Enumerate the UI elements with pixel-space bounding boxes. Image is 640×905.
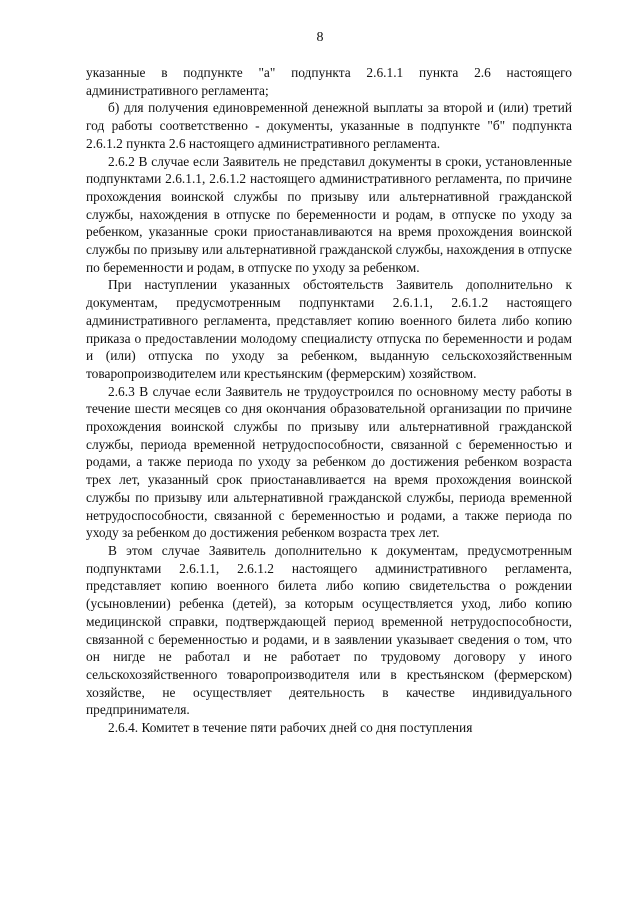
- paragraph-2-6-4: 2.6.4. Комитет в течение пяти рабочих дней со дня поступления: [108, 720, 473, 736]
- paragraph-item-b: б) для получения единовременной денежной выплаты за второй и (или) третий год работы соответственно - документы, указанные в подпункте "б" подпункта 2.6.1.2 пункта 2.6 настоящего административного регламента.: [86, 100, 572, 151]
- paragraph-continuation: указанные в подпункте "а" подпункта 2.6.1.1 пункта 2.6 настоящего административного регламента;: [86, 65, 572, 98]
- paragraph-this-case: В этом случае Заявитель дополнительно к документам, предусмотренным подпунктами 2.6.1.1, 2.6.1.2 настоящего административного регламента, представляет копию военного билета либо копию свидетельства о рождении (усыновлении) ребенка (детей), за которым осуществляется уход, либо копию медицинской справки, подтверждающей период временной нетрудоспособности, связанной с беременностью и родами, и в заявлении указывает сведения о том, что он нигде не работал и не работает по трудовому договору у иного сельскохозяйственного товаропроизводителя или в крестьянском (фермерском) хозяйстве, не осуществляет деятельность в качестве индивидуального предпринимателя.: [86, 542, 572, 718]
- paragraph-2-6-2: 2.6.2 В случае если Заявитель не представил документы в сроки, установленные подпунктами 2.6.1.1, 2.6.1.2 настоящего административного регламента, по причине прохождения воинской службы по призыву или альтернативной гражданской службы, нахождения в отпуске по беременности и родам, в отпуске по уходу за ребенком, указанные сроки приостанавливаются на время прохождения воинской службы по призыву или альтернативной гражданской службы, нахождения в отпуске по беременности и родам, в отпуске по уходу за ребенком.: [86, 153, 572, 275]
- paragraph-2-6-3: 2.6.3 В случае если Заявитель не трудоустроился по основному месту работы в течение шести месяцев со дня окончания образовательной организации по причине прохождения воинской службы по призыву или альтернативной гражданской службы, периода временной нетрудоспособности, связанной с беременностью и родами, а также периода по уходу за ребенком до достижения ребенком возраста трех лет, указанный срок приостанавливается на время прохождения воинской службы по призыву или альтернативной гражданской службы, периода временной нетрудоспособности, связанной с беременностью и родами, а также периода по уходу за ребенком до достижения ребенком возраста трех лет.: [86, 383, 572, 541]
- document-body: [86, 64, 572, 737]
- paragraph-circumstances: При наступлении указанных обстоятельств Заявитель дополнительно к документам, предусмотренным подпунктами 2.6.1.1, 2.6.1.2 настоящего административного регламента, представляет копию военного билета либо копию приказа о предоставлении молодому специалисту отпуска по беременности и родам и (или) отпуска по уходу за ребенком, выданную сельскохозяйственным товаропроизводителем или крестьянским (фермерским) хозяйством.: [86, 277, 572, 381]
- page-number: 8: [316, 30, 324, 45]
